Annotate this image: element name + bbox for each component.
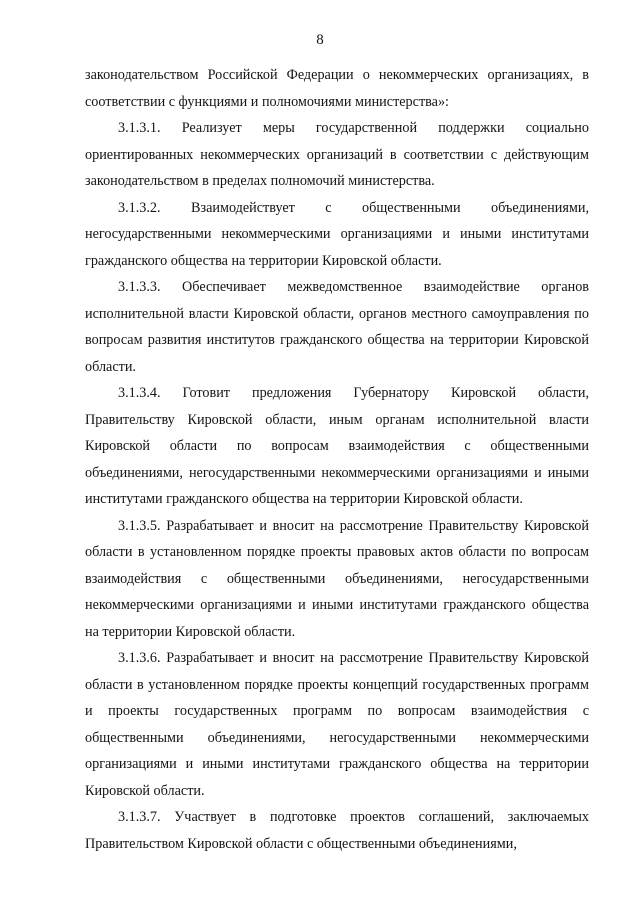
paragraph-continuation: законодательством Российской Федерации о некоммерческих организациях, в соответствии с функциями и полномочиями министерства»: bbox=[85, 67, 589, 110]
document-body bbox=[85, 62, 589, 857]
paragraph-3-1-3-5: 3.1.3.5. Разрабатывает и вносит на рассмотрение Правительству Кировской области в установленном порядке проекты правовых актов области по вопросам взаимодействия с общественными объединениями, негосударственными некоммерческими организациями и иными институтами гражданского общества на территории Кировской области. bbox=[85, 517, 589, 640]
paragraph-3-1-3-3: 3.1.3.3. Обеспечивает межведомственное взаимодействие органов исполнительной власти Кировской области, органов местного самоуправления по вопросам развития институтов гражданского общества на территории Кировской области. bbox=[85, 279, 589, 375]
paragraph-3-1-3-4: 3.1.3.4. Готовит предложения Губернатору Кировской области, Правительству Кировской области, иным органам исполнительной власти Кировской области по вопросам взаимодействия с общественными объединениями, негосударственными некоммерческими организациями и иными институтами гражданского общества на территории Кировской области. bbox=[85, 385, 589, 507]
paragraph-3-1-3-7: 3.1.3.7. Участвует в подготовке проектов соглашений, заключаемых Правительством Кировской области с общественными объединениями, bbox=[85, 809, 589, 852]
paragraph-3-1-3-1: 3.1.3.1. Реализует меры государственной поддержки социально ориентированных некоммерческих организаций в соответствии с действующим законодательством в пределах полномочий министерства. bbox=[85, 120, 589, 189]
page-number: 8 bbox=[316, 32, 324, 48]
paragraph-3-1-3-6: 3.1.3.6. Разрабатывает и вносит на рассмотрение Правительству Кировской области в установленном порядке проекты концепций государственных программ и проекты государственных программ по вопросам взаимодействия с общественными объединениями, негосударственными некоммерческими организациями и иными институтами гражданского общества на территории Кировской области. bbox=[85, 650, 589, 799]
paragraph-3-1-3-2: 3.1.3.2. Взаимодействует с общественными объединениями, негосударственными некоммерческими организациями и иными институтами гражданского общества на территории Кировской области. bbox=[85, 199, 589, 269]
